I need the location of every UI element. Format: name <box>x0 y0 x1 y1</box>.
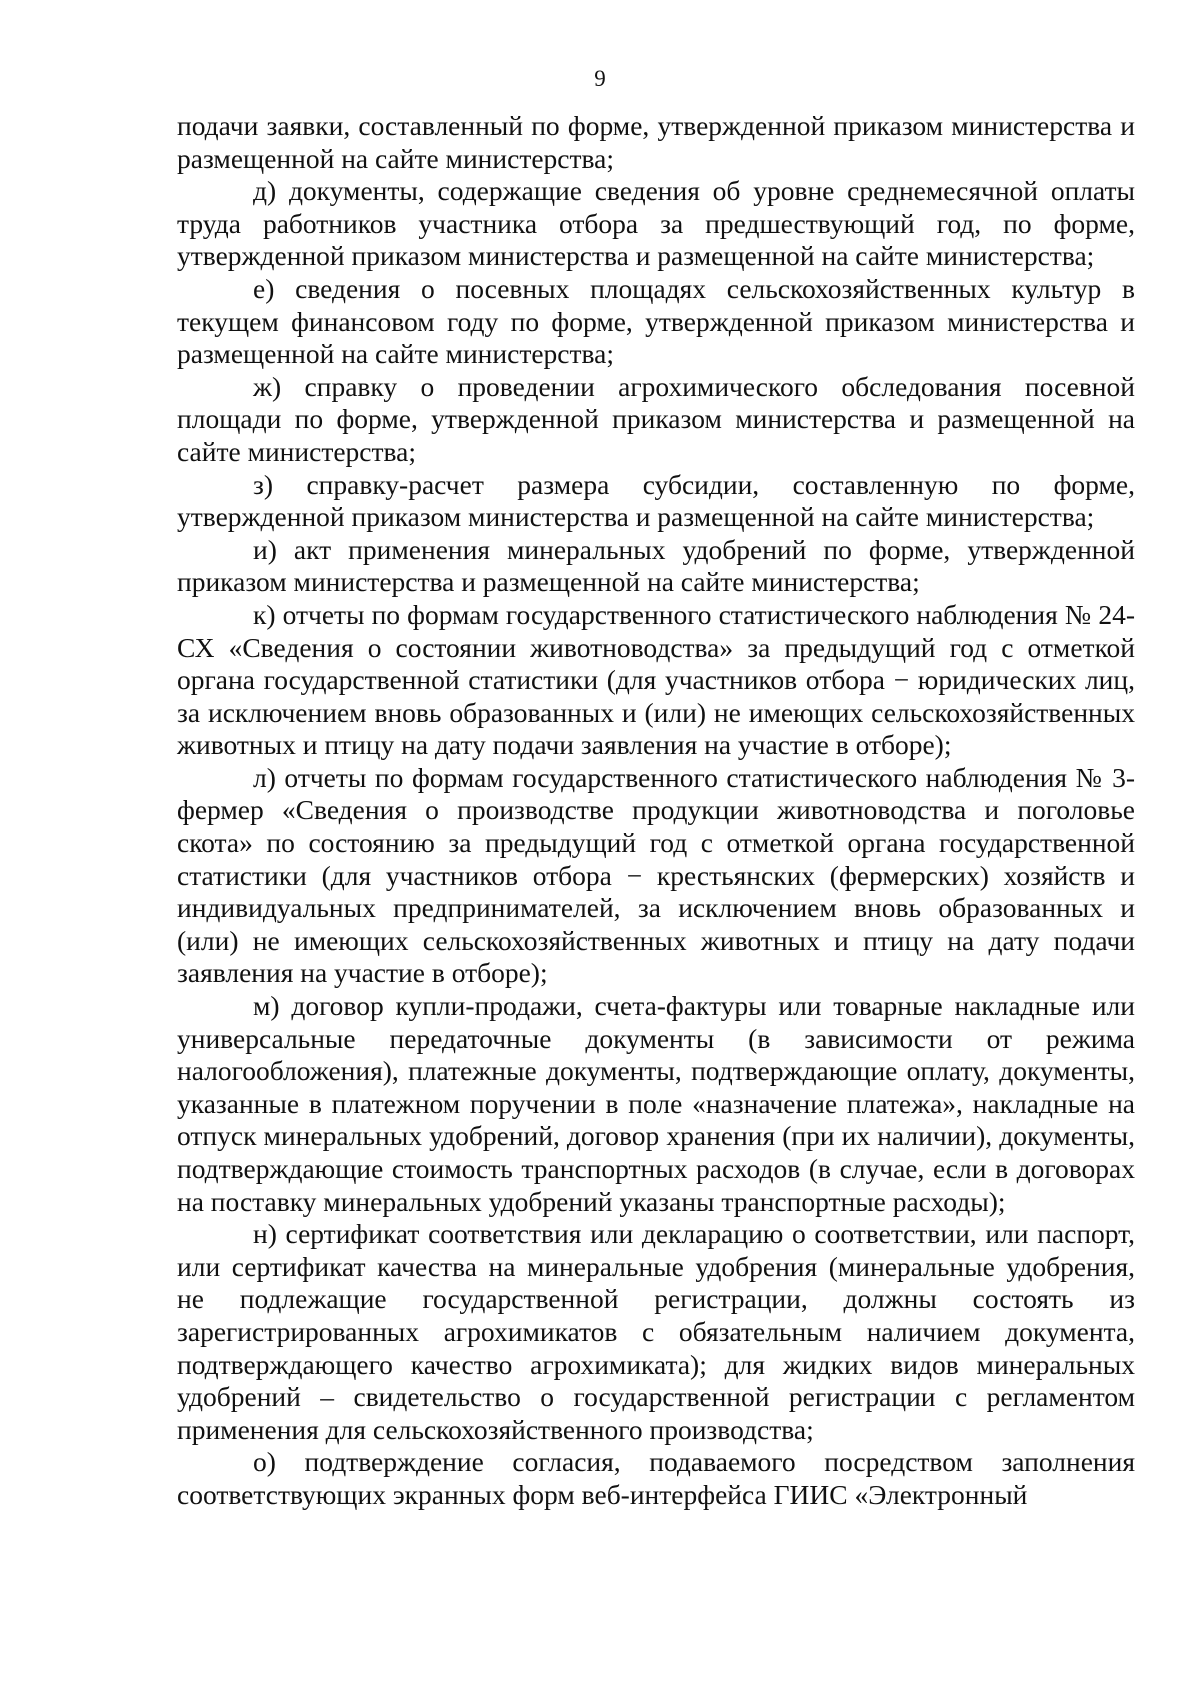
paragraph-item-m: м) договор купли-продажи, счета-фактуры или товарные накладные или универсальные передаточные документы (в зависимости от режима налогообложения), платежные документы, подтверждающие оплату, документы, указанные в платежном поручении в поле «назначение платежа», накладные на отпуск минеральных удобрений, договор хранения (при их наличии), документы, подтверждающие стоимость транспортных расходов (в случае, если в договорах на поставку минеральных удобрений указаны транспортные расходы); <box>177 990 1135 1217</box>
paragraph-item-k: к) отчеты по формам государственного статистического наблюдения № 24-СХ «Сведения о состоянии животноводства» за предыдущий год с отметкой органа государственной статистики (для участников отбора − юридических лиц, за исключением вновь образованных и (или) не имеющих сельскохозяйственных животных и птицу на дату подачи заявления на участие в отборе); <box>177 598 1135 761</box>
paragraph-item-l: л) отчеты по формам государственного статистического наблюдения № 3-фермер «Сведения о производстве продукции животноводства и поголовье скота» по состоянию за предыдущий год с отметкой органа государственной статистики (для участников отбора − крестьянских (фермерских) хозяйств и индивидуальных предпринимателей, за исключением вновь образованных и (или) не имеющих сельскохозяйственных животных и птицу на дату подачи заявления на участие в отборе); <box>177 761 1135 989</box>
paragraph-item-n: н) сертификат соответствия или декларацию о соответствии, или паспорт, или сертификат качества на минеральные удобрения (минеральные удобрения, не подлежащие государственной регистрации, должны состоять из зарегистрированных агрохимикатов с обязательным наличием документа, подтверждающего качество агрохимиката); для жидких видов минеральных удобрений – свидетельство о государственной регистрации с регламентом применения для сельскохозяйственного производства; <box>177 1218 1135 1445</box>
paragraph-item-e: е) сведения о посевных площадях сельскохозяйственных культур в текущем финансовом году по форме, утвержденной приказом министерства и размещенной на сайте министерства; <box>177 272 1135 370</box>
paragraph-item-o: о) подтверждение согласия, подаваемого посредством заполнения соответствующих экранных форм веб-интерфейса ГИИС «Электронный <box>177 1446 1135 1510</box>
paragraph-item-i: и) акт применения минеральных удобрений по форме, утвержденной приказом министерства и размещенной на сайте министерства; <box>177 533 1135 598</box>
paragraph-item-z: з) справку-расчет размера субсидии, составленную по форме, утвержденной приказом министерства и размещенной на сайте министерства; <box>177 468 1135 533</box>
paragraph-continuation: подачи заявки, составленный по форме, утвержденной приказом министерства и размещенной на сайте министерства; <box>177 110 1135 174</box>
paragraph-item-d: д) документы, содержащие сведения об уровне среднемесячной оплаты труда работников участника отбора за предшествующий год, по форме, утвержденной приказом министерства и размещенной на сайте министерства; <box>177 175 1135 272</box>
page-number: 9 <box>594 66 606 91</box>
paragraph-item-zh: ж) справку о проведении агрохимического обследования посевной площади по форме, утвержденной приказом министерства и размещенной на сайте министерства; <box>177 370 1135 467</box>
document-body <box>177 110 1135 1512</box>
